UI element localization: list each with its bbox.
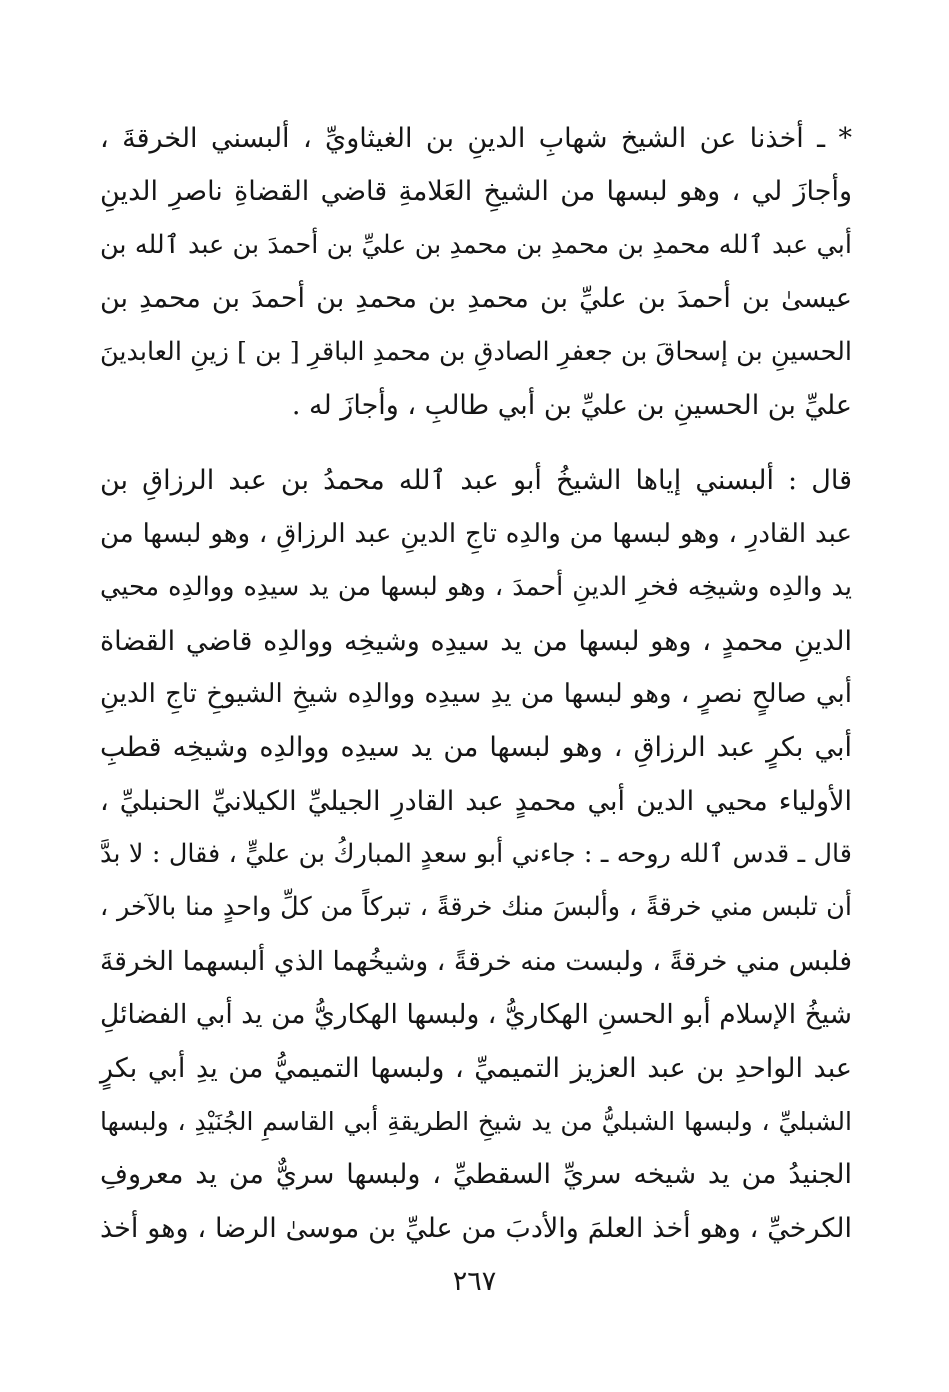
text-line: فلبس مني خرقةً ، ولبست منه خرقةً ، وشيخُهما الذي ألبسهما الخرقةَ [100,945,852,977]
paragraph-1 [100,112,852,432]
page-body [100,112,852,1255]
text-line: عبد القادرِ ، وهو لبسها من والدِه تاجِ الدينِ عبد الرزاقِ ، وهو لبسها من [100,518,852,549]
text-line: عيسىٰ بن أحمدَ بن عليِّ بن محمدِ بن محمدِ بن أحمدَ بن محمدِ بن [100,283,852,315]
text-line: أبي صالحٍ نصرٍ ، وهو لبسها من يدِ سيدِه ووالدِه شيخِ الشيوخِ تاجِ الدينِ [100,678,852,709]
text-line: أبي عبد ٱلله محمدِ بن محمدِ بن محمدِ بن عليِّ بن أحمدَ بن عبد ٱلله بن [100,229,852,260]
text-line: الجنيدُ من يد شيخه سريِّ السقطيِّ ، ولبسها سريٌّ من يد معروفِ [100,1159,852,1191]
text-line: الكرخيِّ ، وهو أخذ العلمَ والأدبَ من عليِّ بن موسىٰ الرضا ، وهو أخذ [100,1212,852,1244]
text-line: قال : ألبسني إياها الشيخُ أبو عبد ٱلله محمدُ بن عبد الرزاقِ بن [100,465,852,497]
text-line: * ـ أخذنا عن الشيخ شهابِ الدينِ بن الغيثاويِّ ، ألبسني الخرقةَ ، [100,123,852,154]
text-line: عبد الواحدِ بن عبد العزيز التميميِّ ، ولبسها التميميُّ من يدِ أبي بكرٍ [100,1052,852,1084]
text-line: شيخُ الإسلام أبو الحسنِ الهكاريُّ ، ولبسها الهكاريُّ من يد أبي الفضائلِ [100,999,852,1031]
text-line: وأجازَ لي ، وهو لبسها من الشيخِ العَلامةِ قاضي القضاةِ ناصرِ الدينِ [100,176,852,208]
text-line: يد والدِه وشيخِه فخرِ الدينِ أحمدَ ، وهو لبسها من يد سيدِه ووالدِه محيي [100,572,852,603]
page-number: ٢٦٧ [452,1266,497,1297]
text-line: أبي بكرٍ عبد الرزاقِ ، وهو لبسها من يد سيدِه ووالدِه وشيخِه قطبِ [100,732,852,764]
text-line: أن تلبس مني خرقةً ، وألبسَ منك خرقةً ، تبركاً من كلِّ واحدٍ منا بالآخر ، [100,892,852,923]
text-line: الدينِ محمدٍ ، وهو لبسها من يد سيدِه وشيخِه ووالدِه قاضي القضاة [100,625,852,657]
text-line: الشبليِّ ، ولبسها الشبليُّ من يد شيخِ الطريقةِ أبي القاسمِ الجُنَيْدِ ، ولبسها [100,1107,852,1137]
text-line: قال ـ قدس ٱلله روحه ـ : جاءني أبو سعدٍ المباركُ بن عليٍّ ، فقال : لا بدَّ [100,839,852,870]
text-line: عليِّ بن الحسينِ بن عليِّ بن أبي طالبِ ، وأجازَ له . [291,389,852,421]
text-line: الأولياء محيي الدين أبي محمدٍ عبد القادرِ الجيليِّ الكيلانيِّ الحنبليِّ ، [100,785,852,817]
text-line: الحسينِ بن إسحاقَ بن جعفرِ الصادقِ بن محمدِ الباقرِ [ بن ] زينِ العابدينَ [100,336,852,367]
paragraph-2 [100,454,852,1255]
